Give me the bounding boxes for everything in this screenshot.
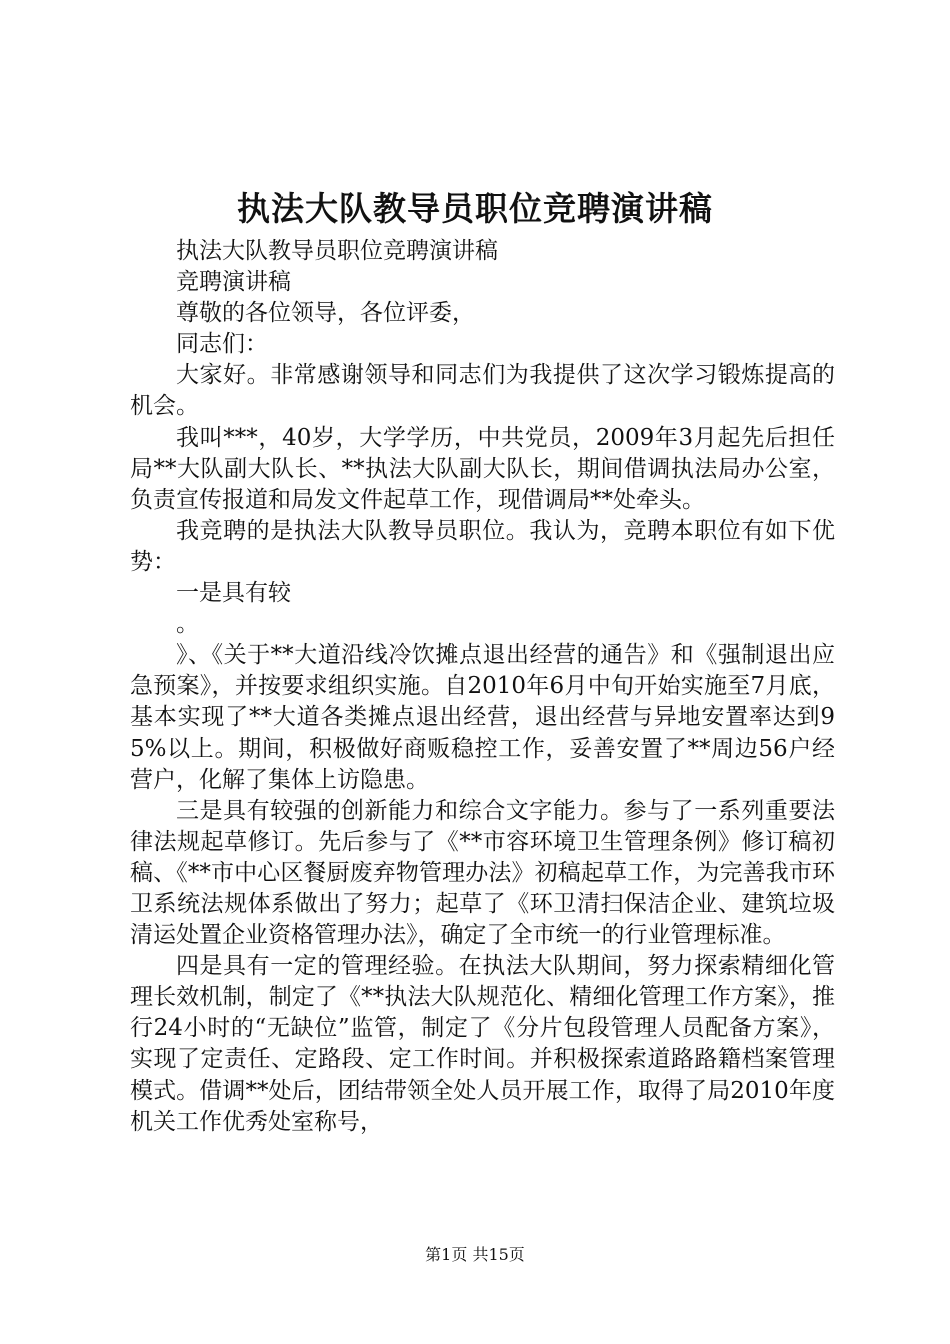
paragraph: 大家好。非常感谢领导和同志们为我提供了这次学习锻炼提高的机会。	[130, 362, 835, 420]
document-body	[130, 236, 835, 1138]
paragraph: 一是具有较	[176, 580, 291, 607]
salutation: 同志们：	[176, 331, 268, 358]
paragraph: 我叫***，40岁，大学学历，中共党员，2009年3月起先后担任局**大队副大队长、**执法大队副大队长，期间借调执法局办公室，负责宣传报道和局发文件起草工作，现借调局**处牵头。	[130, 424, 835, 513]
salutation: 尊敬的各位领导，各位评委，	[176, 300, 475, 327]
paragraph: 》、《关于**大道沿线冷饮摊点退出经营的通告》和《强制退出应急预案》，并按要求组织实施。自2010年6月中旬开始实施至7月底，基本实现了**大道各类摊点退出经营，退出经营与异地安置率达到95%以上。期间，积极做好商贩稳控工作，妥善安置了**周边56户经营户，化解了集体上访隐患。	[130, 642, 835, 793]
paragraph: 。	[176, 611, 199, 638]
paragraph: 四是具有一定的管理经验。在执法大队期间，努力探索精细化管理长效机制，制定了《**执法大队规范化、精细化管理工作方案》，推行24小时的“无缺位”监管，制定了《分片包段管理人员配备方案》，实现了定责任、定路段、定工作时间。并积极探索道路路籍档案管理模式。借调**处后，团结带领全处人员开展工作，取得了局2010年度机关工作优秀处室称号，	[130, 953, 835, 1135]
page-number: 第1页 共15页	[425, 1245, 525, 1264]
paragraph: 三是具有较强的创新能力和综合文字能力。参与了一系列重要法律法规起草修订。先后参与了《**市容环境卫生管理条例》修订稿初稿、《**市中心区餐厨废弃物管理办法》初稿起草工作，为完善我市环卫系统法规体系做出了努力；起草了《环卫清扫保洁企业、建筑垃圾清运处置企业资格管理办法》，确定了全市统一的行业管理标准。	[130, 797, 835, 949]
paragraph: 执法大队教导员职位竞聘演讲稿	[176, 238, 498, 264]
document-title: 执法大队教导员职位竞聘演讲稿	[237, 189, 713, 228]
paragraph: 我竞聘的是执法大队教导员职位。我认为，竞聘本职位有如下优势：	[130, 517, 835, 575]
paragraph: 竞聘演讲稿	[176, 269, 291, 296]
